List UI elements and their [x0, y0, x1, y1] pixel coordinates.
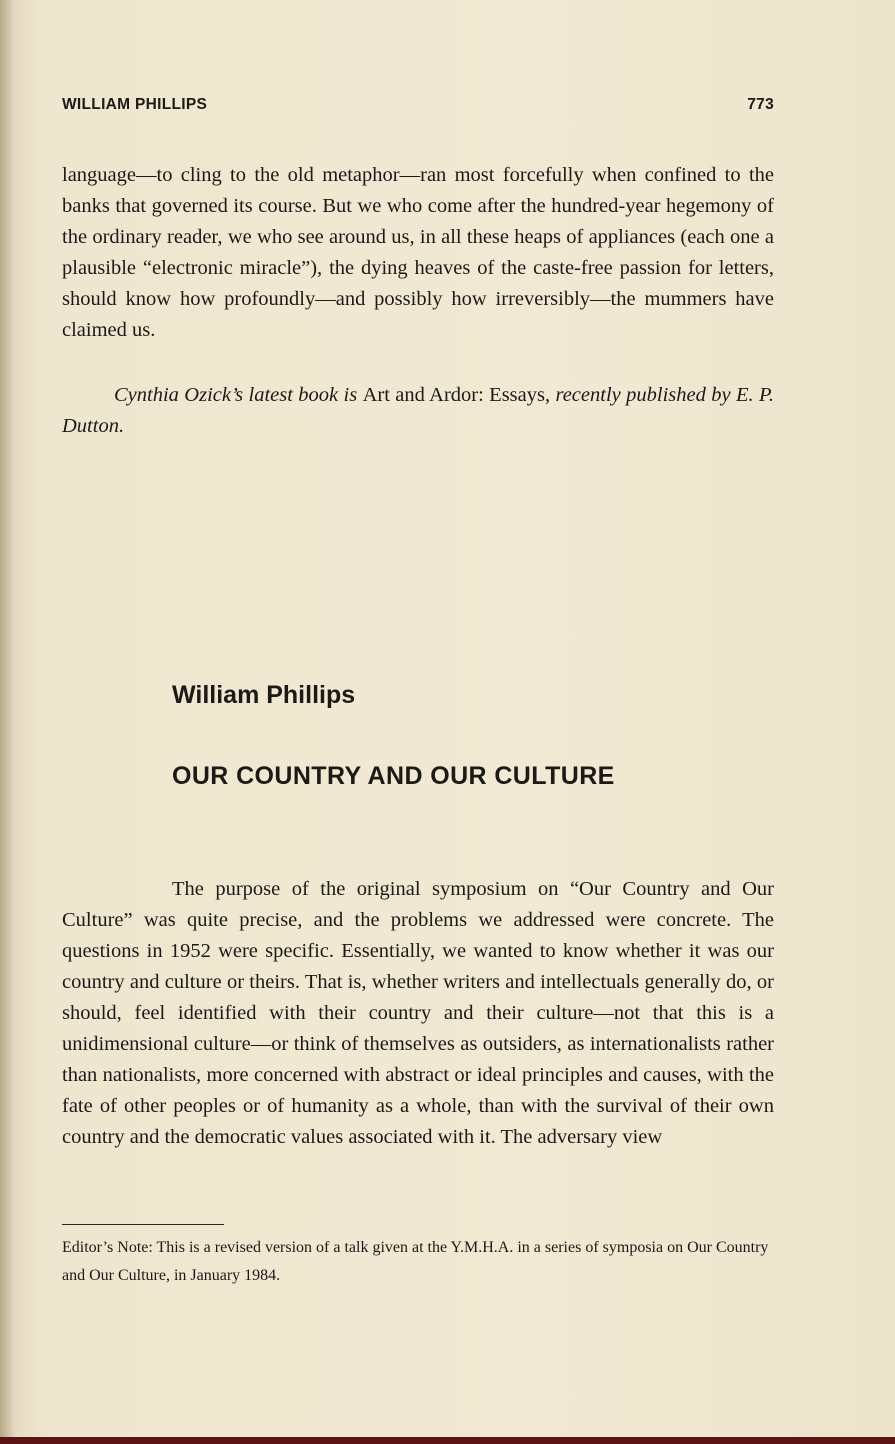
article-body [62, 874, 774, 1153]
byline-author: Cynthia Ozick’s [114, 384, 244, 406]
running-head [62, 96, 774, 118]
article-title: OUR COUNTRY AND OUR CULTURE [172, 762, 615, 790]
article-author: William Phillips [172, 681, 356, 709]
footnote-rule [62, 1224, 224, 1225]
page-number: 773 [747, 96, 774, 113]
running-head-author: WILLIAM PHILLIPS [62, 96, 208, 113]
previous-article-closing [62, 160, 774, 346]
gutter-shadow [0, 0, 14, 1444]
first-paragraph: The purpose of the original symposium on “Our Country and Our Culture” was quite precise, and the problems we addressed were concrete. The questions in 1952 were specific. Essentially, we wanted to know whether it was our country and culture or theirs. That is, whether writers and intellectuals generally do, or should, feel identified with their country and their culture—not that this is a unidimensional culture—or think of themselves as outsiders, as internationalists rather than nationalists, more concerned with abstract or ideal principles and causes, with the fate of other peoples or of humanity as a whole, than with the survival of their own country and the democratic values associated with it. The adversary view [62, 878, 774, 1148]
page-edge-bar [0, 1437, 895, 1444]
contributor-note [62, 380, 774, 442]
byline-phrase-2: recently published by E. P. Dutton. [62, 384, 774, 437]
editors-note: Editor’s Note: This is a revised version of a talk given at the Y.M.H.A. in a series of symposia on Our Country and Our Culture, in January 1984. [62, 1239, 769, 1284]
byline-phrase-1: latest book is [243, 384, 363, 406]
byline-book-title: Art and Ardor: Essays, [362, 384, 551, 406]
closing-paragraph: language—to cling to the old metaphor—ran most forcefully when confined to the banks that governed its course. But we who come after the hundred-year hegemony of the ordinary reader, we who see around us, in all these heaps of appliances (each one a plausible “electronic miracle”), the dying heaves of the caste-free passion for letters, should know how profoundly—and possibly how irreversibly—the mummers have claimed us. [62, 164, 774, 341]
